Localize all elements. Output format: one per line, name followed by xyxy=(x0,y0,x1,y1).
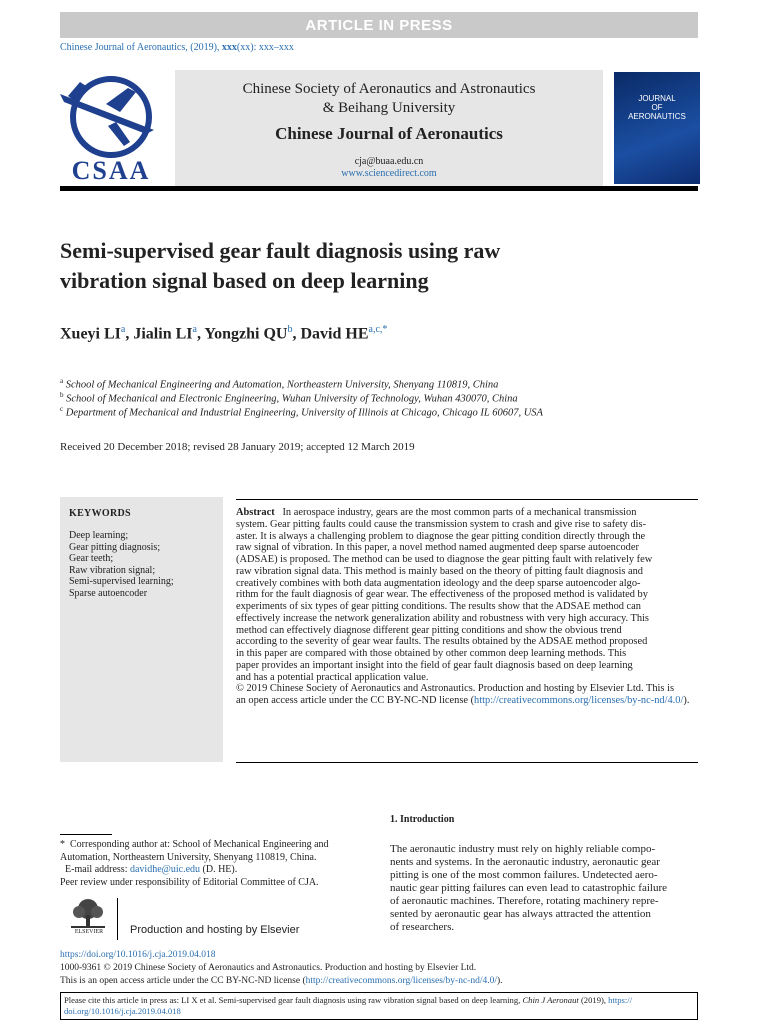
author-name: David HE xyxy=(300,325,369,343)
banner-text: ARTICLE IN PRESS xyxy=(305,16,453,34)
abstract-line: method can effectively diagnose different gear pitting conditions and show the obvious trend xyxy=(236,624,622,636)
intro-paragraph xyxy=(390,843,698,934)
society-line-2: & Beihang University xyxy=(322,100,456,116)
abstract-line: raw vibration signal data. This method is mainly based on the theory of pitting fault diagnosis and xyxy=(236,565,643,577)
footnote-rule xyxy=(60,834,112,835)
affiliation-b xyxy=(60,391,518,405)
csaa-logo-text: CSAA xyxy=(71,156,151,185)
intro-line: pitting is one of the most common failures. Undetected aero- xyxy=(390,869,658,881)
copyright-suffix: ). xyxy=(683,695,690,706)
author-affiliation-mark[interactable]: a,c,* xyxy=(368,324,388,335)
csaa-logo xyxy=(58,74,164,186)
abstract-line: experiments of six types of gear pitting conditions. The results show that the ADSAE method can xyxy=(236,601,641,612)
email-suffix: (D. HE). xyxy=(200,864,238,875)
citation-journal: Chinese Journal of Aeronautics, (2019), xyxy=(60,42,222,53)
abstract-line: raw signal of vibration. In this paper, a novel method named augmented deep sparse autoencoder xyxy=(236,542,639,554)
author-name: Jialin LI xyxy=(133,325,193,343)
abstract-line: and has a potential practical application value. xyxy=(236,671,429,683)
abstract-label: Abstract xyxy=(236,507,275,518)
author-email-link[interactable]: davidhe@uic.edu xyxy=(129,864,201,875)
elsevier-divider xyxy=(117,898,118,940)
author-affiliation-mark[interactable]: a xyxy=(192,324,197,335)
keyword-item: Gear teeth; xyxy=(69,553,114,564)
keyword-item: Raw vibration signal; xyxy=(69,564,156,576)
license-link[interactable]: http://creativecommons.org/licenses/by-nc-nd/4.0/ xyxy=(305,976,497,986)
author-name: Xueyi LI xyxy=(60,325,121,343)
elsevier-tree-icon xyxy=(67,897,109,929)
journal-cover-image xyxy=(614,72,700,184)
peer-review-note: Peer review under responsibility of Editorial Committee of CJA. xyxy=(60,876,319,888)
abstract-line: in this paper are compared with those obtained by other common deep learning methods. This xyxy=(236,648,627,659)
citation-line[interactable] xyxy=(60,42,294,53)
abstract-line-text: In aerospace industry, gears are the most common parts of a mechanical transmission xyxy=(282,507,637,518)
elsevier-wordmark: ELSEVIER xyxy=(74,929,104,935)
received-dates: Received 20 December 2018; revised 28 January 2019; accepted 12 March 2019 xyxy=(60,441,415,453)
license-link[interactable]: http://creativecommons.org/licenses/by-nc-nd/4.0/ xyxy=(474,695,684,706)
sciencedirect-link[interactable]: www.sciencedirect.com xyxy=(341,168,437,179)
header-rule xyxy=(60,186,698,191)
keyword-item: Gear pitting diagnosis; xyxy=(69,541,161,553)
please-cite-link[interactable]: https:// xyxy=(608,995,633,1005)
footnote-corresponding xyxy=(60,839,370,852)
cover-line: JOURNAL xyxy=(638,94,676,103)
affiliation-c xyxy=(60,405,543,419)
email-label: E-mail address: xyxy=(65,864,130,875)
intro-line: The aeronautic industry must rely on highly reliable compo- xyxy=(390,843,656,855)
section-heading: 1. Introduction xyxy=(390,814,455,825)
abstract-line xyxy=(236,507,698,519)
intro-line: of aeronautic machines. Therefore, rotating machinery repre- xyxy=(390,895,659,907)
abstract-line: rithm for the fault diagnosis of gear wear. The effectiveness of the proposed method is validated by xyxy=(236,589,648,601)
license-text: This is an open access article under the CC BY-NC-ND license ( xyxy=(60,976,306,986)
keyword-item: Semi-supervised learning; xyxy=(69,576,174,587)
affiliation-a xyxy=(60,377,498,391)
author-name: Yongzhi QU xyxy=(204,325,288,343)
keywords-list xyxy=(69,530,174,599)
abstract-line: effectively increase the network generalization ability and robustness with very high accuracy. This xyxy=(236,612,649,624)
cover-title xyxy=(614,94,700,121)
footnote-corresponding-2: Automation, Northeastern University, Shenyang 110819, China. xyxy=(60,851,317,863)
keywords-title: KEYWORDS xyxy=(69,508,131,519)
abstract-block xyxy=(236,507,698,707)
article-in-press-banner xyxy=(60,12,698,38)
copyright-line xyxy=(236,695,698,707)
doi-link[interactable]: https://doi.org/10.1016/j.cja.2019.04.018 xyxy=(60,950,216,960)
please-cite-doi-link[interactable]: doi.org/10.1016/j.cja.2019.04.018 xyxy=(64,1006,181,1016)
affiliation-mark: c xyxy=(60,405,64,413)
copyright-line: © 2019 Chinese Society of Aeronautics and Astronautics. Production and hosting by Elsevier Ltd. This is xyxy=(236,683,674,695)
intro-line: nautic gear pitting failures can even lead to catastrophic failure xyxy=(390,882,668,894)
abstract-line: (ADSAE) is proposed. The method can be used to diagnose the gear pitting fault with relatively few xyxy=(236,554,653,565)
title-line-2: vibration signal based on deep learning xyxy=(60,268,429,293)
intro-line: of researchers. xyxy=(390,921,455,933)
author-list: Xueyi $LI^a$, Jialin $LI^a$, Yongzhi $QU^b$, David $HE^{a,c,*}$ xyxy=(60,324,388,343)
affiliation-mark: b xyxy=(60,391,64,399)
please-cite-journal: Chin J Aeronaut xyxy=(522,995,579,1005)
footnote-text: Corresponding author at: School of Mechanical Engineering and xyxy=(70,839,329,850)
keyword-item: Sparse autoencoder xyxy=(69,587,148,599)
society-name xyxy=(175,80,603,118)
abstract-line: creatively combines with both data augmentation ideology and the deep sparse autoencoder algo- xyxy=(236,577,641,589)
affiliation-text: Department of Mechanical and Industrial Engineering, University of Illinois at Chicago, Chicago IL 60607, USA xyxy=(65,407,543,419)
journal-email[interactable]: cja@buaa.edu.cn xyxy=(354,156,424,167)
affiliation-mark: a xyxy=(60,377,64,385)
cover-line: OF xyxy=(651,103,663,112)
license-line xyxy=(60,976,503,986)
abstract-top-rule xyxy=(236,499,698,500)
intro-line: sented by aeronautic gear has always attracted the attention xyxy=(390,908,651,920)
please-cite-text: Please cite this article in press as: LI X et al. Semi-supervised gear fault diagnosis using raw vibration signal based on deep learning, xyxy=(64,995,523,1005)
footnote xyxy=(60,839,370,889)
affiliation-text: School of Mechanical Engineering and Automation, Northeastern University, Shenyang 110819, China xyxy=(65,379,499,391)
abstract-line: paper provides an important insight into the field of gear fault diagnosis based on deep learning xyxy=(236,659,633,671)
citation-vol: xxx xyxy=(221,42,237,53)
footnote-email xyxy=(60,864,370,877)
intro-line: nents and systems. In the aeronautic industry, aeronautic gear xyxy=(390,856,660,868)
title-line-1: Semi-supervised gear fault diagnosis using raw xyxy=(60,238,501,263)
footnote-star: * xyxy=(60,839,65,850)
please-cite-year: (2019), xyxy=(578,995,609,1005)
keyword-item: Deep learning; xyxy=(69,530,129,541)
abstract-line: aster. It is always a challenging problem to diagnose the gear pitting condition directly through the xyxy=(236,530,646,542)
author-affiliation-mark[interactable]: b xyxy=(287,324,293,335)
author-affiliation-mark[interactable]: a xyxy=(120,324,126,335)
affiliation-text: School of Mechanical and Electronic Engineering, Wuhan University of Technology, Wuhan 430070, China xyxy=(66,393,518,405)
issn-line: 1000-9361 © 2019 Chinese Society of Aeronautics and Astronautics. Production and hosting by Elsevier Ltd. xyxy=(60,963,477,973)
society-line-1: Chinese Society of Aeronautics and Astronautics xyxy=(242,81,536,97)
citation-rest: (xx): xxx–xxx xyxy=(236,42,294,53)
abstract-bottom-rule xyxy=(236,762,698,763)
production-hosting: Production and hosting by Elsevier xyxy=(130,924,300,936)
abstract-line: according to the severity of gear wear faults. The results obtained by the ADSAE method proposed xyxy=(236,636,648,648)
abstract-line: system. Gear pitting faults could cause the transmission system to crash and give rise to safety dis- xyxy=(236,518,647,530)
journal-name: Chinese Journal of Aeronautics xyxy=(275,124,503,143)
please-cite-box xyxy=(60,992,698,1020)
cover-line: AERONAUTICS xyxy=(628,112,686,121)
article-title xyxy=(60,236,700,296)
license-suffix: ). xyxy=(497,976,503,986)
copyright-text: an open access article under the CC BY-NC-ND license ( xyxy=(236,695,475,706)
